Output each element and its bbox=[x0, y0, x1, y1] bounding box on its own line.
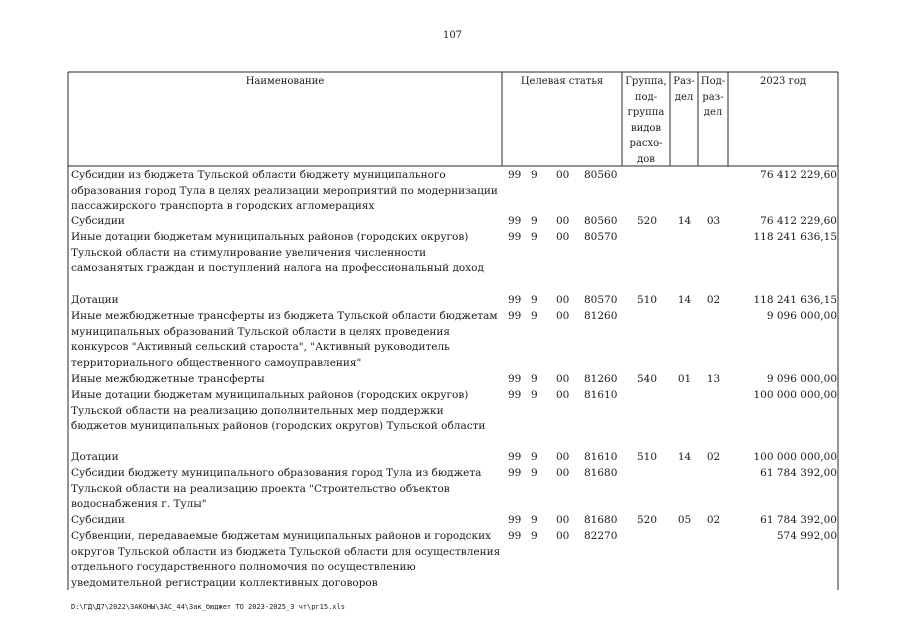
amount-2023: 574 992,00 bbox=[776, 530, 837, 542]
razdel: 01 bbox=[677, 373, 692, 385]
target-part-3: 00 bbox=[556, 451, 570, 463]
target-part-3: 00 bbox=[556, 310, 570, 322]
razdel: 14 bbox=[677, 451, 692, 463]
target-part-1: 99 bbox=[508, 389, 522, 401]
row-name: Субсидии бюджету муниципального образования город Тула из бюджета Тульской области на реализацию проекта "Строительство объектов водоснабжения г. Тулы" bbox=[71, 467, 482, 511]
podrazdel: 02 bbox=[706, 451, 721, 463]
target-part-4: 81610 bbox=[584, 389, 618, 401]
target-part-1: 99 bbox=[508, 514, 522, 526]
row-name: Иные дотации бюджетам муниципальных районов (городских округов) Тульской области на стимулирование увеличения численности самозанятых граждан и поступлений налога на профессиональный доход bbox=[71, 231, 484, 275]
row-name: Субвенции, передаваемые бюджетам муниципальных районов и городских округов Тульской области из бюджета Тульской области для осуществления отдельного государственного полномочия по осуществлению уведомительной регистрации коллективных договоров bbox=[71, 530, 501, 590]
target-part-4: 80570 bbox=[584, 231, 618, 243]
header-year: 2023 год bbox=[759, 76, 807, 87]
target-part-3: 00 bbox=[556, 294, 570, 306]
amount-2023: 9 096 000,00 bbox=[766, 310, 837, 322]
amount-2023: 76 412 229,60 bbox=[760, 169, 837, 181]
target-part-4: 80560 bbox=[584, 169, 618, 181]
amount-2023: 100 000 000,00 bbox=[753, 389, 837, 401]
podrazdel: 13 bbox=[706, 373, 721, 385]
target-part-4: 81610 bbox=[584, 451, 618, 463]
target-part-4: 80560 bbox=[584, 215, 618, 227]
target-part-2: 9 bbox=[531, 231, 538, 243]
target-part-4: 81260 bbox=[584, 373, 618, 385]
target-part-2: 9 bbox=[531, 169, 538, 181]
razdel: 14 bbox=[677, 215, 692, 227]
target-part-2: 9 bbox=[531, 310, 538, 322]
amount-2023: 9 096 000,00 bbox=[766, 373, 837, 385]
page-number: 107 bbox=[442, 30, 463, 41]
target-part-2: 9 bbox=[531, 530, 538, 542]
file-path-footer: D:\ГД\Д7\2022\ЗАКОНЫ\ЗАС_44\Зак_бюджет ТО 2023-2025_3 чт\рг15.xls bbox=[71, 603, 345, 611]
expense-group: 510 bbox=[636, 451, 658, 463]
target-part-4: 81680 bbox=[584, 514, 618, 526]
row-name: Иные межбюджетные трансферты bbox=[71, 373, 265, 385]
expense-group: 520 bbox=[636, 514, 658, 526]
target-part-1: 99 bbox=[508, 467, 522, 479]
amount-2023: 76 412 229,60 bbox=[760, 215, 837, 227]
target-part-3: 00 bbox=[556, 514, 570, 526]
amount-2023: 100 000 000,00 bbox=[753, 451, 837, 463]
podrazdel: 03 bbox=[706, 215, 721, 227]
target-part-3: 00 bbox=[556, 389, 570, 401]
amount-2023: 61 784 392,00 bbox=[760, 514, 837, 526]
header-group: Группа, под- группа видов расхо- дов bbox=[625, 76, 667, 165]
target-part-1: 99 bbox=[508, 169, 522, 181]
target-part-1: 99 bbox=[508, 215, 522, 227]
expense-group: 510 bbox=[636, 294, 658, 306]
target-part-4: 81680 bbox=[584, 467, 618, 479]
header-podrazdel: Под- раз- дел bbox=[700, 76, 726, 119]
target-part-2: 9 bbox=[531, 373, 538, 385]
target-part-1: 99 bbox=[508, 231, 522, 243]
expense-group: 540 bbox=[636, 373, 658, 385]
target-part-1: 99 bbox=[508, 373, 522, 385]
header-razdel: Раз- дел bbox=[673, 76, 695, 103]
row-name: Субсидии bbox=[71, 215, 125, 227]
amount-2023: 118 241 636,15 bbox=[753, 231, 837, 243]
target-part-2: 9 bbox=[531, 514, 538, 526]
row-name: Дотации bbox=[71, 294, 119, 306]
target-part-1: 99 bbox=[508, 451, 522, 463]
target-part-2: 9 bbox=[531, 389, 538, 401]
row-name: Субсидии из бюджета Тульской области бюджету муниципального образования город Тула в целях реализации мероприятий по модернизации пассажирского транспорта в городских агломерациях bbox=[71, 169, 498, 213]
row-name: Субсидии bbox=[71, 514, 125, 526]
target-part-3: 00 bbox=[556, 169, 570, 181]
target-part-3: 00 bbox=[556, 530, 570, 542]
razdel: 14 bbox=[677, 294, 692, 306]
target-part-3: 00 bbox=[556, 215, 570, 227]
header-name: Наименование bbox=[245, 76, 325, 87]
podrazdel: 02 bbox=[706, 514, 721, 526]
target-part-1: 99 bbox=[508, 310, 522, 322]
target-part-3: 00 bbox=[556, 467, 570, 479]
podrazdel: 02 bbox=[706, 294, 721, 306]
target-part-2: 9 bbox=[531, 451, 538, 463]
target-part-1: 99 bbox=[508, 530, 522, 542]
target-part-4: 82270 bbox=[584, 530, 618, 542]
target-part-2: 9 bbox=[531, 294, 538, 306]
target-part-2: 9 bbox=[531, 215, 538, 227]
row-name: Иные межбюджетные трансферты из бюджета Тульской области бюджетам муниципальных образований Тульской области в целях проведения конкурсов "Активный сельский староста", "Активный руководитель территориального общественного самоуправления" bbox=[71, 310, 498, 370]
target-part-4: 80570 bbox=[584, 294, 618, 306]
target-part-2: 9 bbox=[531, 467, 538, 479]
amount-2023: 61 784 392,00 bbox=[760, 467, 837, 479]
row-name: Дотации bbox=[71, 451, 119, 463]
target-part-1: 99 bbox=[508, 294, 522, 306]
razdel: 05 bbox=[677, 514, 692, 526]
row-name: Иные дотации бюджетам муниципальных районов (городских округов) Тульской области на реализацию дополнительных мер поддержки бюджетов муниципальных районов (городских округов) Тульской области bbox=[71, 389, 486, 433]
header-target: Целевая статья bbox=[520, 76, 604, 87]
target-part-3: 00 bbox=[556, 373, 570, 385]
amount-2023: 118 241 636,15 bbox=[753, 294, 837, 306]
target-part-3: 00 bbox=[556, 231, 570, 243]
target-part-4: 81260 bbox=[584, 310, 618, 322]
expense-group: 520 bbox=[636, 215, 658, 227]
